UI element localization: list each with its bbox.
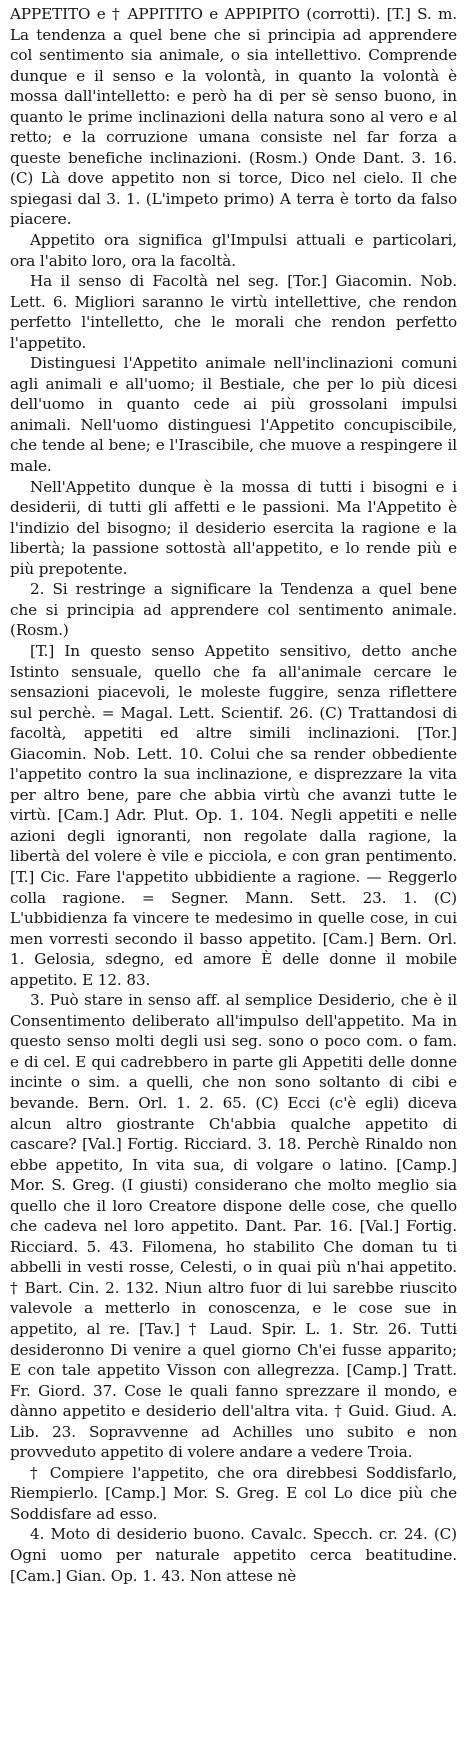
sense-note-distinctions: Distinguesi l'Appetito animale nell'inclinazioni comuni agli animali e all'uomo; il Bestiale, che per lo più dicesi dell'uomo in quanto cede ai più grossolani impulsi animali. Nell'uomo distinguesi l'Appetito concupiscibile, che tende al bene; e l'Irascibile, che muove a respingere il male. (10, 354, 457, 476)
sense-note-faculty: Ha il senso di Facoltà nel seg. [Tor.] Giacomin. Nob. Lett. 6. Migliori saranno le virtù intellettive, che rendon perfetto l'intelletto, che le morali che rendon perfetto l'appetito. (10, 272, 457, 352)
sense-4: 4. Moto di desiderio buono. Cavalc. Specch. cr. 24. (C) Ogni uomo per naturale appetito cerca beatitudine. [Cam.] Gian. Op. 1. 43. Non attese nè (10, 1525, 457, 1585)
sense-3: 3. Può stare in senso aff. al semplice Desiderio, che è il Consentimento deliberato all'impulso dell'appetito. Ma in questo senso molti degli usi seg. sono o poco com. o fam. e di cel. E qui cadrebbero in parte gli Appetiti delle donne incinte o sim. a quelli, che non sono soltanto di cibi e bevande. Bern. Orl. 1. 2. 65. (C) Ecci (c'è egli) diceva alcun altro giostrante Ch'abbia qualche appetito di cascare? [Val.] Fortig. Ricciard. 3. 18. Perchè Rinaldo non ebbe appetito, In vita sua, di volgare o latino. [Camp.] Mor. S. Greg. (I giusti) considerano che molto meglio sia quello che il loro Creatore dispone delle cose, che quello che cadeva nel loro appetito. Dant. Par. 16. [Val.] Fortig. Ricciard. 5. 43. Filomena, ho stabilito Che doman tu ti abbelli in vesti rosse, Celesti, o in quai più n'hai appetito. † Bart. Cin. 2. 132. Niun altro fuor di lui sarebbe riuscito valevole a metterlo in conoscenza, e le cose sue in appetito, al re. [Tav.] † Laud. Spir. L. 1. Str. 26. Tutti desideronno Di venire a quel giorno Ch'ei fusse apparito; E con tale appetito Visson con allegrezza. [Camp.] Tratt. Fr. Giord. 37. Cose le quali fanno sprezzare il mondo, e dànno appetito e desiderio dell'altra vita. † Guid. Giud. A. Lib. 23. Sopravvenne ad Achilles uno subito e non provveduto appetito di volere andare a vedere Troia. (10, 991, 457, 1462)
sense-note-impulses: Appetito ora significa gl'Impulsi attuali e particolari, ora l'abito loro, ora la facoltà. (10, 231, 457, 270)
sense-3-subentry: † Compiere l'appetito, che ora direbbesi Soddisfarlo, Riempierlo. [Camp.] Mor. S. Greg. E col Lo dice più che Soddisfare ad esso. (10, 1463, 457, 1523)
sense-2-examples: [T.] In questo senso Appetito sensitivo, detto anche Istinto sensuale, quello che fa all'animale cercare le sensazioni piacevoli, le moleste fuggire, senza riflettere sul perchè. = Magal. Lett. Scientif. 26. (C) Trattandosi di facoltà, appetiti ed altre simili inclinazioni. [Tor.] Giacomin. Nob. Lett. 10. Colui che sa render obbediente l'appetito contro la sua inclinazione, e disprezzare la vita per altro bene, pare che abbia virtù che avanzi tutte le virtù. [Cam.] Adr. Plut. Op. 1. 104. Negli appetiti e nelle azioni degli ignoranti, non regolate dalla ragione, la libertà del volere è vile e picciola, e con gran pentimento. [T.] Cic. Fare l'appetito ubbidiente a ragione. — Reggerlo colla ragione. = Segner. Mann. Sett. 23. 1. (C) L'ubbidienza fa vincere te medesimo in quelle cose, in cui men vorresti secondo il basso appetito. [Cam.] Bern. Orl. 1. Gelosia, sdegno, ed amore È delle donne il mobile appetito. E 12. 83. (10, 641, 457, 989)
sense-2-heading: 2. Si restringe a significare la Tendenza a quel bene che si principia ad apprendere col sentimento animale. (Rosm.) (10, 580, 457, 640)
entry-definition: APPETITO e † APPITITO e APPIPITO (corrotti). [T.] S. m. La tendenza a quel bene che si principia ad apprendere col sentimento sia animale, o sia intellettivo. Comprende dunque e il senso e la volontà, in quanto la volontà è mossa dall'intelletto: e però ha di per sè senso buono, in quanto le prime inclinazioni della natura sono al vero e al retto; e la corruzione umana consiste nel far forza a queste benefiche inclinazioni. (Rosm.) Onde Dant. 3. 16. (C) Là dove appetito non si torce, Dico nel cielo. Il che spiegasi dal 3. 1. (L'impeto primo) A terra è torto da falso piacere. (10, 5, 457, 229)
sense-note-needs: Nell'Appetito dunque è la mossa di tutti i bisogni e i desiderii, di tutti gli affetti e le passioni. Ma l'Appetito è l'indizio del bisogno; il desiderio esercita la ragione e la libertà; la passione sottostà all'appetito, e lo rende più e più prepotente. (10, 477, 457, 578)
